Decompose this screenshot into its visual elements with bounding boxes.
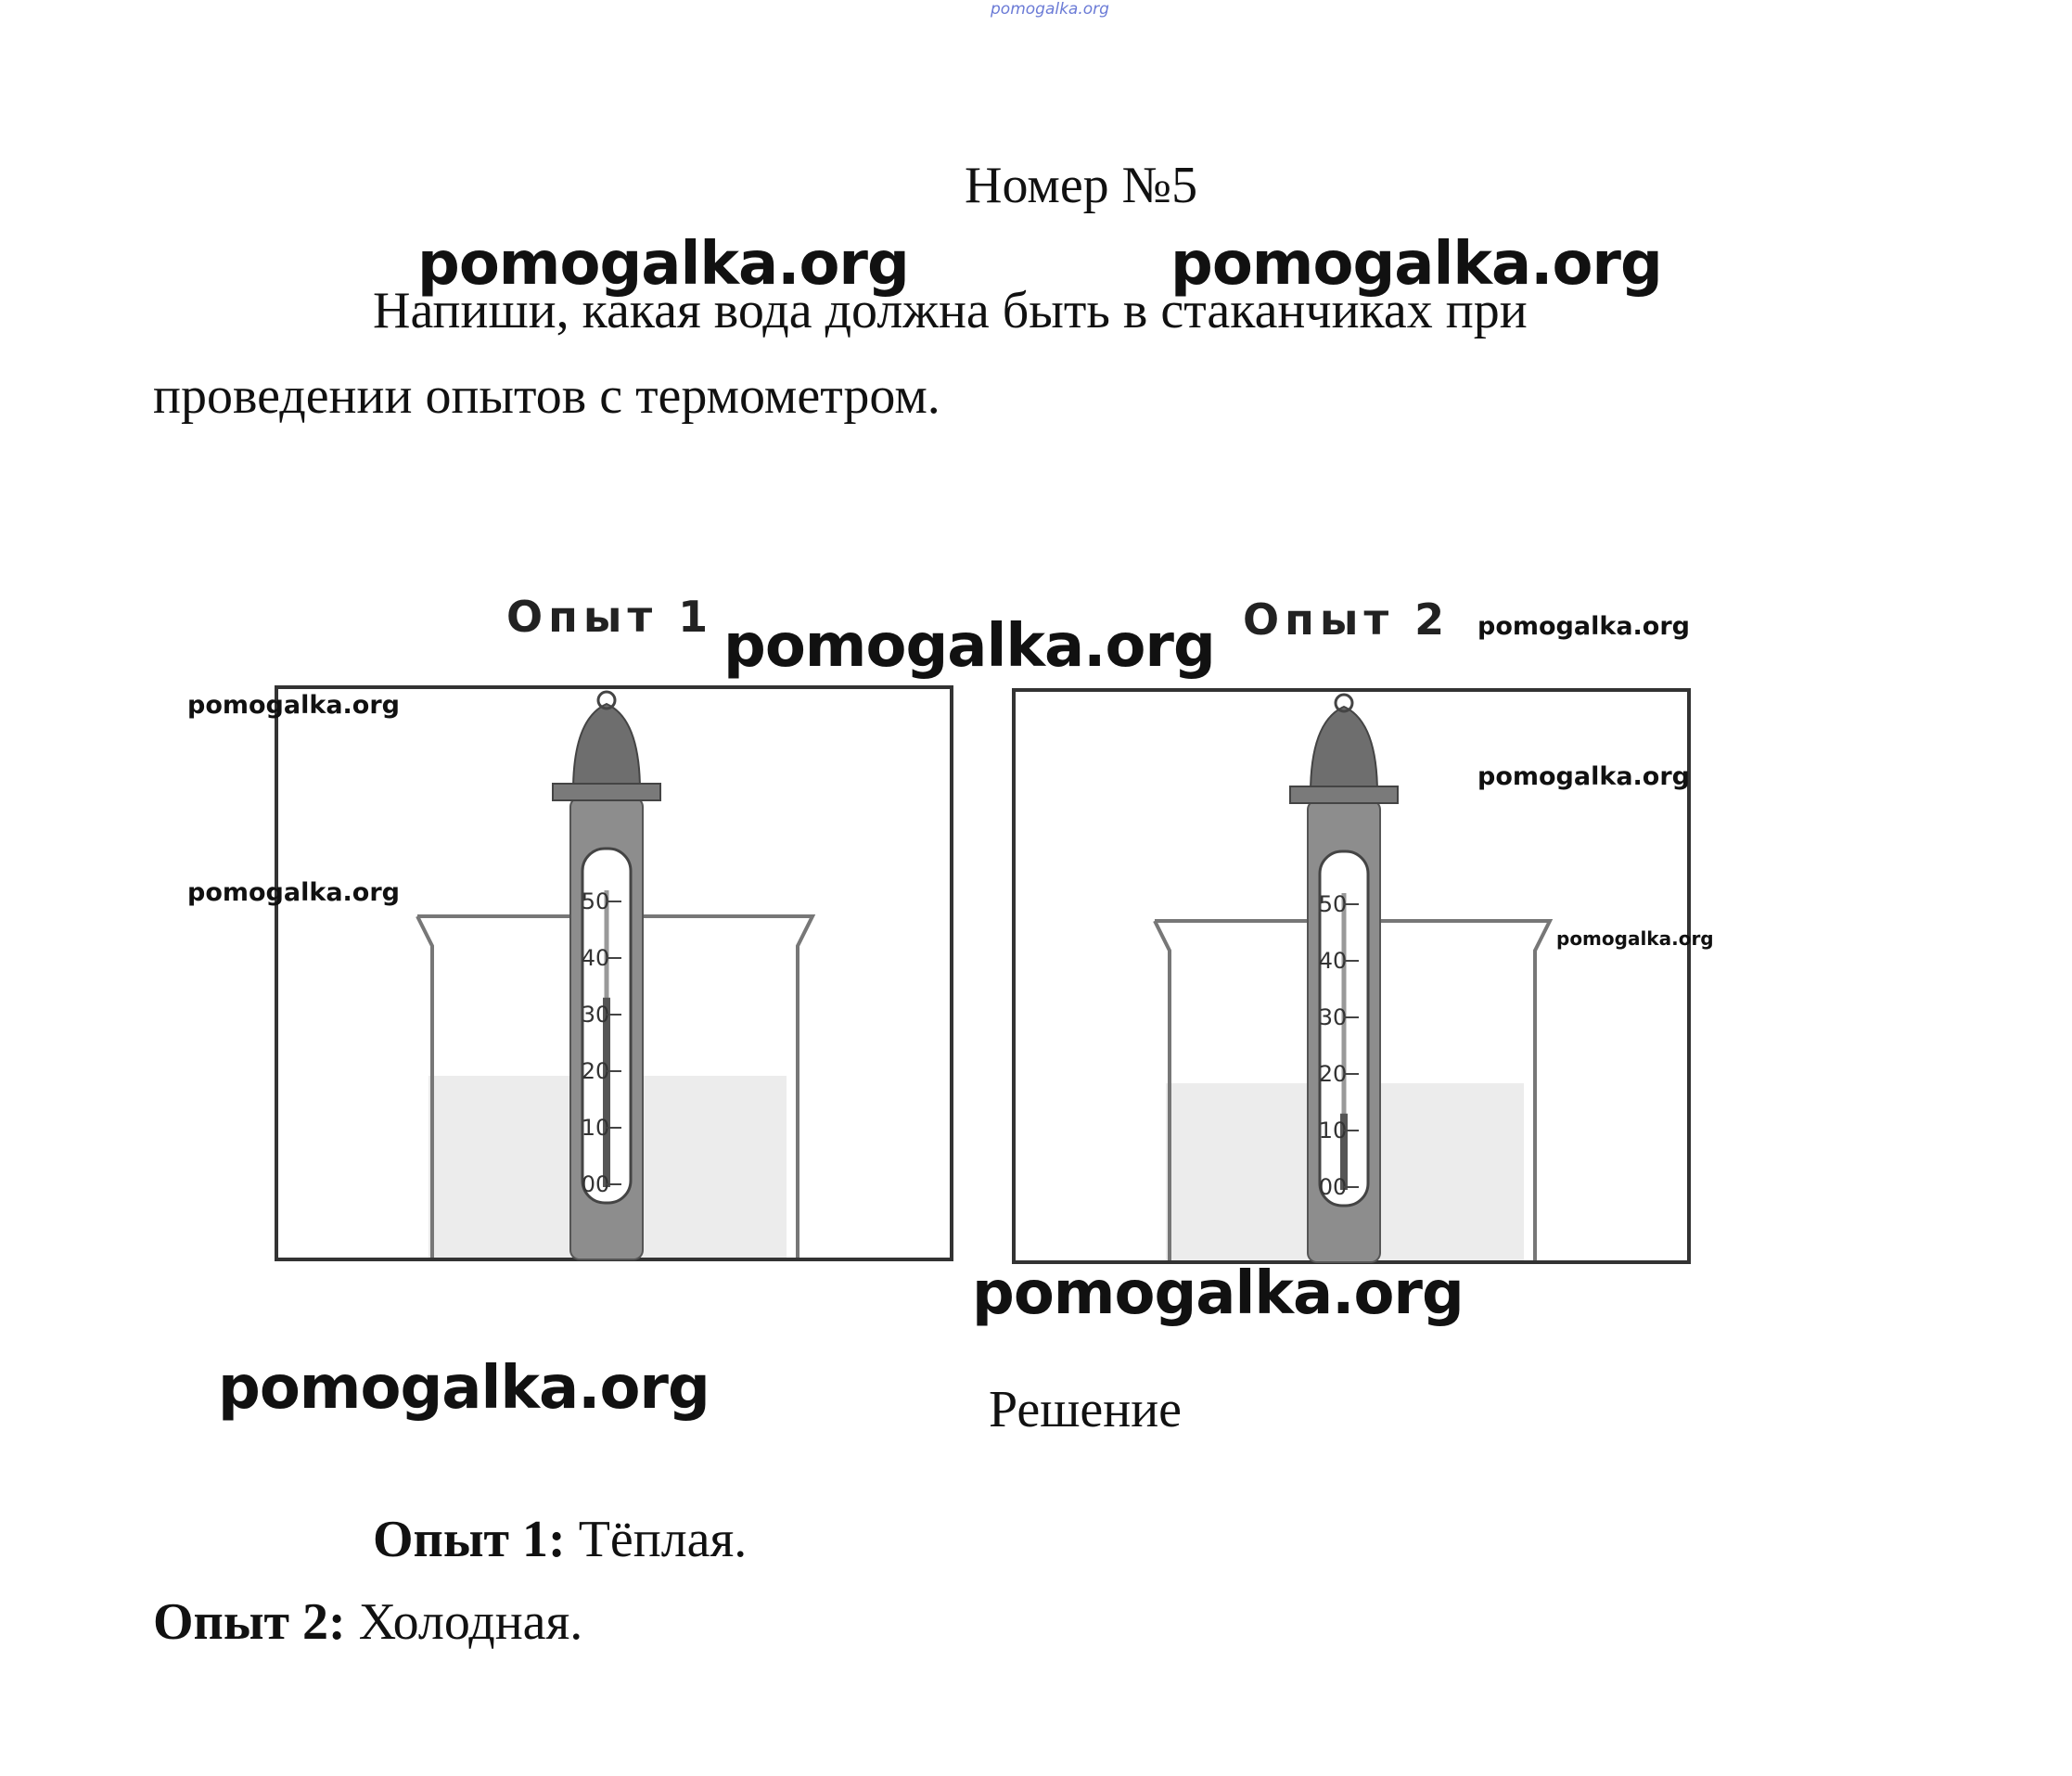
thermometer-collar	[553, 784, 660, 800]
scale-label-40: 40	[1318, 948, 1348, 974]
scale-label-10: 10	[581, 1115, 610, 1141]
top-watermark: pomogalka.org	[991, 0, 1109, 19]
scale-label-50: 50	[581, 888, 610, 914]
watermark: pomogalka.org	[972, 1259, 1464, 1328]
scale-label-30: 30	[1318, 1004, 1348, 1030]
watermark: pomogalka.org	[1477, 762, 1690, 791]
watermark: pomogalka.org	[187, 878, 400, 907]
thermometer-collar	[1290, 786, 1398, 803]
answer-1-value: Тёплая.	[578, 1511, 748, 1568]
scale-label-40: 40	[581, 945, 610, 971]
task-line-2: проведении опытов с термометром.	[153, 367, 940, 425]
watermark: pomogalka.org	[1170, 230, 1662, 299]
watermark: pomogalka.org	[1556, 927, 1714, 950]
experiment-1-title: Опыт 1	[506, 592, 714, 642]
answer-1	[373, 1510, 747, 1569]
solution-heading: Решение	[989, 1381, 1183, 1438]
answer-2-label: Опыт 2:	[153, 1593, 346, 1651]
scale-label-30: 30	[581, 1002, 610, 1028]
experiment-1-illustration	[269, 682, 955, 1266]
scale-label-00: 00	[1318, 1174, 1348, 1200]
watermark: pomogalka.org	[218, 1354, 710, 1423]
answer-2-value: Холодная.	[358, 1593, 583, 1651]
scale-label-50: 50	[1318, 891, 1348, 917]
scale-label-20: 20	[581, 1058, 610, 1084]
experiment-2-title: Опыт 2	[1243, 594, 1451, 645]
watermark: pomogalka.org	[723, 612, 1215, 681]
task-line-1: Напиши, какая вода должна быть в стаканчиках при	[373, 282, 1528, 339]
watermark: pomogalka.org	[1477, 612, 1690, 641]
answer-2	[153, 1592, 582, 1652]
watermark: pomogalka.org	[417, 230, 909, 299]
scale-label-00: 00	[581, 1171, 610, 1197]
answer-1-label: Опыт 1:	[373, 1511, 566, 1568]
scale-label-20: 20	[1318, 1061, 1348, 1087]
page-title: Номер №5	[965, 157, 1198, 214]
scale-label-10: 10	[1318, 1118, 1348, 1144]
watermark: pomogalka.org	[187, 691, 400, 720]
experiment-1-figure	[269, 682, 955, 1266]
